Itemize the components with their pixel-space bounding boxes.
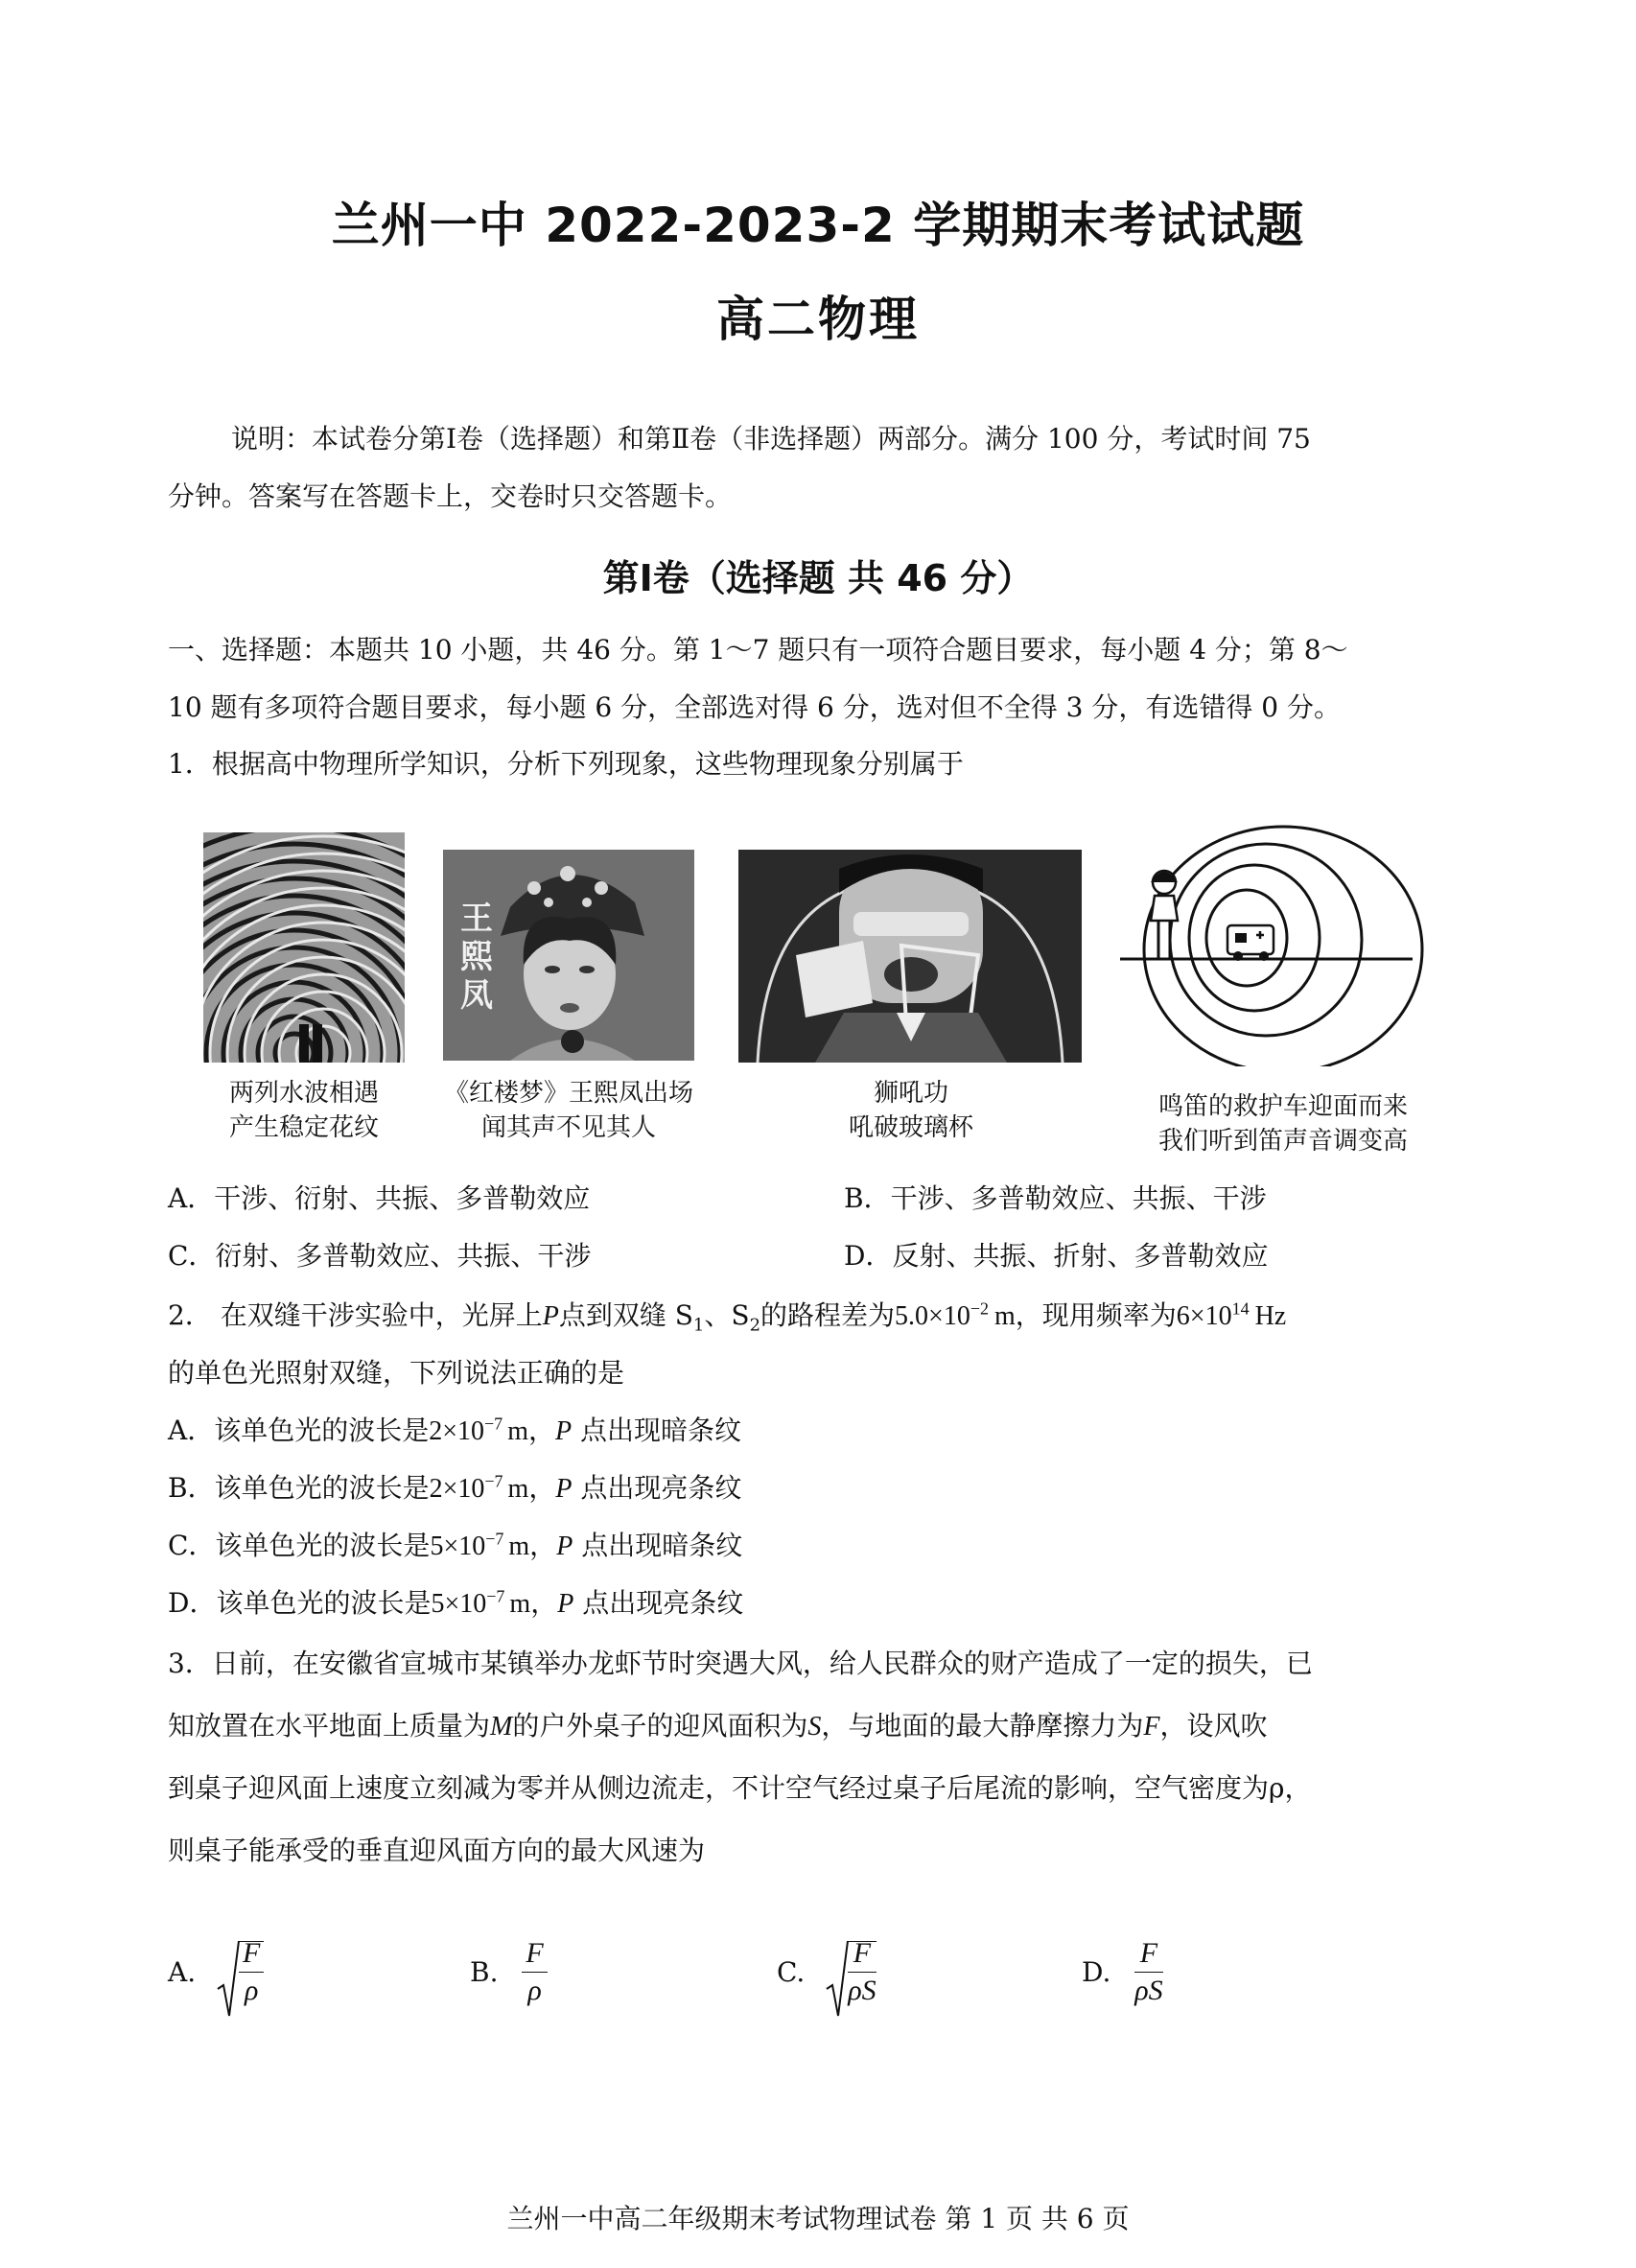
denominator: ρ [244, 1975, 259, 2006]
var-m: M [490, 1712, 513, 1742]
q3-line-4: 则桌子能承受的垂直迎风面方向的最大风速为 [168, 1835, 706, 1866]
value: 5×10 [431, 1589, 487, 1619]
q3-line-1: 3．日前，在安徽省宣城市某镇举办龙虾节时突遇大风，给人民群众的财产造成了一定的损失，已 [168, 1648, 1313, 1679]
unit: m [507, 1474, 529, 1504]
q3-option-a [168, 1937, 264, 2007]
q2-option-b: B．该单色光的波长是$2\times 10^{-7}$ m，P 点出现亮条纹 [168, 1471, 742, 1504]
exponent: −7 [484, 1471, 503, 1491]
caption-line: 我们听到笛声音调变高 [1157, 1127, 1408, 1156]
option-label: D. [1082, 1956, 1111, 1988]
caption-line: 闻其声不见其人 [480, 1113, 656, 1142]
q2-stem [168, 1295, 1286, 1336]
caption-line: 吼破玻璃杯 [848, 1113, 973, 1142]
exponent: 14 [1231, 1298, 1250, 1319]
image-caption-char: 凤 [460, 976, 493, 1015]
option-text: 点出现暗条纹 [581, 1530, 743, 1561]
denominator: ρ [527, 1975, 542, 2006]
q3-option-d [1082, 1937, 1163, 2007]
sqrt-expression [825, 1937, 876, 2007]
q3-text: ，设风吹 [1159, 1710, 1268, 1742]
denominator: ρS [848, 1975, 876, 2006]
q3-text: ，与地面的最大静摩擦力为 [821, 1710, 1144, 1742]
caption-wang-xifeng [420, 1076, 717, 1145]
q2-option-c: C．该单色光的波长是$5\times 10^{-7}$ m，P 点出现暗条纹 [168, 1529, 743, 1561]
q3-option-b [470, 1937, 548, 2007]
exponent: −2 [970, 1298, 989, 1319]
exponent: −7 [486, 1586, 505, 1606]
sqrt-expression [216, 1937, 264, 2007]
numerator: F [239, 1937, 264, 1973]
caption-line: 狮吼功 [873, 1079, 948, 1108]
value: 2×10 [429, 1474, 485, 1504]
var-f: F [1143, 1712, 1160, 1742]
q1-option-d: D．反射、共振、折射、多普勒效应 [844, 1240, 1269, 1272]
section-intro-line-2: 10 题有多项符合题目要求，每小题 6 分，全部选对得 6 分，选对但不全得 3 分，有选错得 0 分。 [168, 691, 1341, 723]
caption-water-waves [203, 1076, 405, 1145]
instructions-line-1: 说明：本试卷分第Ⅰ卷（选择题）和第Ⅱ卷（非选择题）两部分。满分 100 分，考试时间 75 [231, 423, 1311, 455]
q2-stem-line-2: 的单色光照射双缝，下列说法正确的是 [168, 1357, 625, 1389]
water-wave-interference-image [203, 832, 405, 1063]
unit: m [993, 1301, 1016, 1331]
q2-option-a: A．该单色光的波长是$2\times 10^{-7}$ m，P 点出现暗条纹 [168, 1414, 742, 1446]
caption-lion-roar [815, 1076, 1007, 1145]
numerator: F [522, 1937, 547, 1973]
numerator: F [1134, 1937, 1162, 1973]
option-label: C．该单色光的波长是 [168, 1530, 431, 1561]
caption-line: 产生稳定花纹 [228, 1113, 379, 1142]
image-caption-char: 熙 [460, 938, 493, 976]
q2-stem-text: 、S [704, 1299, 750, 1331]
image-caption-char: 王 [460, 900, 493, 938]
frequency-value [1176, 1298, 1287, 1331]
q3-text: 的户外桌子的迎风面积为 [512, 1710, 808, 1742]
q2-stem-text: 点到双缝 S [558, 1299, 693, 1331]
value: 5×10 [430, 1531, 486, 1561]
section-heading: 第Ⅰ卷（选择题 共 46 分） [602, 557, 1034, 599]
exam-title: 兰州一中 2022-2023-2 学期期末考试试题 [331, 198, 1305, 253]
caption-line: 两列水波相遇 [228, 1079, 379, 1108]
instructions [168, 410, 1472, 526]
option-label: A. [168, 1956, 197, 1988]
q2-stem-text: 的路程差为 [760, 1299, 896, 1331]
exponent: −7 [485, 1529, 504, 1549]
option-label: C. [777, 1956, 806, 1988]
var-s: S [807, 1712, 822, 1742]
instructions-line-2: 分钟。答案写在答题卡上，交卷时只交答题卡。 [168, 480, 733, 512]
exam-subject: 高二物理 [716, 292, 920, 347]
unit: m [508, 1531, 530, 1561]
unit: m [509, 1589, 531, 1619]
path-difference-value [895, 1298, 1016, 1331]
point-p: P [554, 1416, 573, 1446]
exponent: −7 [484, 1414, 503, 1434]
q3-option-c [777, 1937, 876, 2007]
wang-xifeng-image [443, 850, 694, 1061]
section-intro-line-1: 一、选择题：本题共 10 小题，共 46 分。第 1～7 题只有一项符合题目要求，每小题 4 分；第 8～ [168, 634, 1348, 666]
option-label: D．该单色光的波长是 [168, 1587, 432, 1619]
value: 6×10 [1176, 1301, 1232, 1331]
unit: m [507, 1416, 528, 1446]
ambulance-doppler-diagram [1120, 815, 1427, 1066]
option-text: 点出现亮条纹 [582, 1587, 744, 1619]
q1-option-b: B．干涉、多普勒效应、共振、干涉 [844, 1182, 1267, 1214]
caption-ambulance [1120, 1089, 1446, 1158]
page-footer: 兰州一中高二年级期末考试物理试卷 第 1 页 共 6 页 [506, 2203, 1130, 2234]
numerator: F [848, 1937, 876, 1973]
subscript: 2 [749, 1315, 761, 1336]
point-p: P [557, 1589, 574, 1619]
q1-option-a: A．干涉、衍射、共振、多普勒效应 [168, 1182, 591, 1214]
lion-roar-glass-image [738, 850, 1082, 1063]
subscript: 1 [692, 1315, 705, 1336]
denominator: ρS [1134, 1975, 1163, 2006]
option-label: B．该单色光的波长是 [168, 1472, 430, 1504]
q2-stem-text: 2． 在双缝干涉实验中，光屏上 [168, 1299, 543, 1331]
q2-stem-text: ，现用频率为 [1015, 1299, 1177, 1331]
option-label: B. [470, 1956, 499, 1988]
q1-stem: 1．根据高中物理所学知识，分析下列现象，这些物理现象分别属于 [168, 748, 964, 780]
value: 5.0×10 [895, 1301, 970, 1331]
caption-line: 《红楼梦》王熙凤出场 [443, 1079, 693, 1108]
q3-line-3: 到桌子迎风面上速度立刻减为零并从侧边流走，不计空气经过桌子后尾流的影响，空气密度为ρ， [168, 1772, 1312, 1804]
q1-option-c: C．衍射、多普勒效应、共振、干涉 [168, 1240, 592, 1272]
caption-line: 鸣笛的救护车迎面而来 [1157, 1092, 1408, 1121]
option-text: 点出现亮条纹 [580, 1472, 742, 1504]
point-p: P [542, 1301, 559, 1331]
q3-text: 知放置在水平地面上质量为 [168, 1710, 491, 1742]
q2-option-d: D．该单色光的波长是$5\times 10^{-7}$ m，P 点出现亮条纹 [168, 1586, 744, 1619]
point-p: P [555, 1474, 573, 1504]
value: 2×10 [429, 1416, 485, 1446]
section-intro [168, 621, 1472, 737]
q3-line-2 [168, 1705, 1268, 1743]
point-p: P [556, 1531, 573, 1561]
option-text: 点出现暗条纹 [580, 1415, 742, 1446]
unit: Hz [1254, 1301, 1287, 1331]
option-label: A．该单色光的波长是 [168, 1415, 430, 1446]
